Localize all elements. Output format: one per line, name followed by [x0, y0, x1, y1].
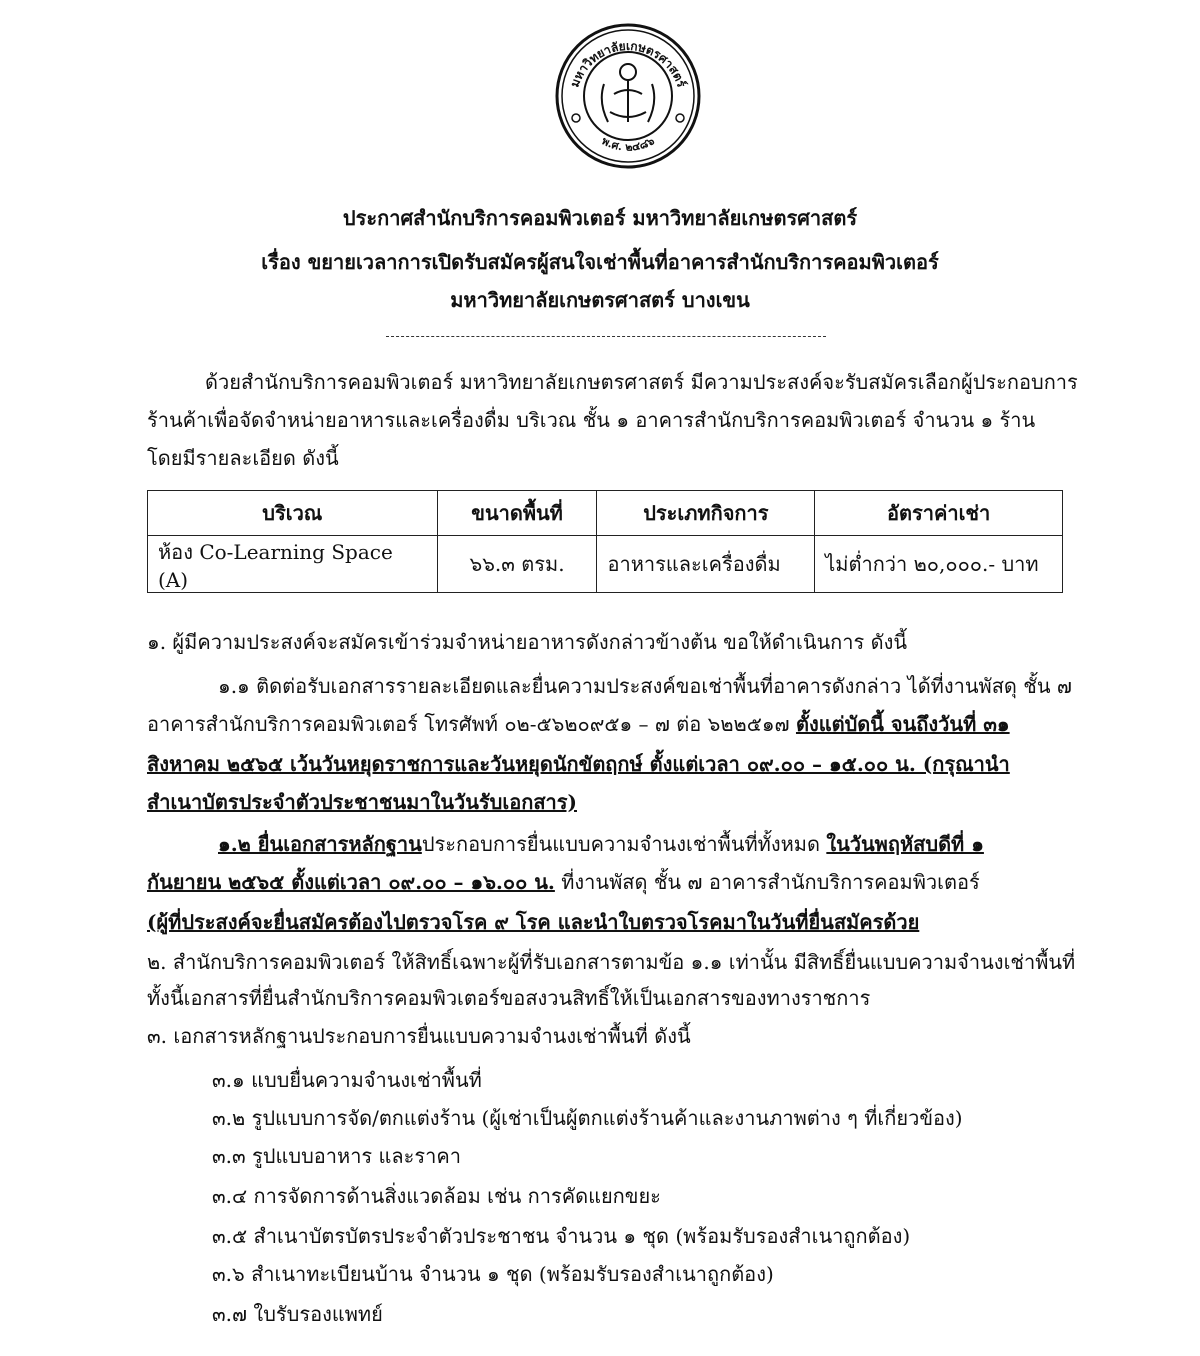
list-item: ๓.๒ รูปแบบการจัด/ตกแต่งร้าน (ผู้เช่าเป็นผู้ตกแต่งร้านค้าและงานภาพต่าง ๆ ที่เกี่ยวข้อง)	[212, 1106, 963, 1130]
header-area: บริเวณ	[148, 491, 438, 536]
svg-text:พ.ศ. ๒๔๘๖	[599, 134, 656, 153]
divider	[386, 336, 826, 337]
item-1-2-lead: ๑.๒ ยื่นเอกสารหลักฐาน	[218, 832, 422, 856]
cell-business-type: อาหารและเครื่องดื่ม	[597, 536, 815, 593]
cell-area: ห้อง Co-Learning Space (A)	[148, 536, 438, 593]
item-1-1-line-4: สำเนาบัตรประจำตัวประชาชนมาในวันรับเอกสาร)	[147, 790, 577, 814]
list-item: ๓.๓ รูปแบบอาหาร และราคา	[212, 1144, 462, 1168]
intro-line-2: ร้านค้าเพื่อจัดจำหน่ายอาหารและเครื่องดื่ม บริเวณ ชั้น ๑ อาคารสำนักบริการคอมพิวเตอร์ จำนวน ๑ ร้าน	[147, 408, 1036, 432]
cell-size: ๖๖.๓ ตรม.	[437, 536, 597, 593]
list-item: ๓.๑ แบบยื่นความจำนงเช่าพื้นที่	[212, 1068, 482, 1092]
cell-rent: ไม่ต่ำกว่า ๒๐,๐๐๐.- บาท	[815, 536, 1063, 593]
seal-year-text: พ.ศ. ๒๔๘๖	[599, 134, 657, 154]
section-2-line-2: ทั้งนี้เอกสารที่ยื่นสำนักบริการคอมพิวเตอร์ขอสงวนสิทธิ์ให้เป็นเอกสารของทางราชการ	[147, 986, 871, 1010]
seal-ring-text: มหาวิทยาลัยเกษตรศาสตร์	[567, 38, 689, 90]
item-1-2-line-1	[218, 830, 984, 858]
item-1-1-line-3: สิงหาคม ๒๕๖๕ เว้นวันหยุดราชการและวันหยุดนักขัตฤกษ์ ตั้งแต่เวลา ๐๙.๐๐ – ๑๕.๐๐ น. (กรุณานำ	[147, 752, 1010, 776]
item-1-2-date: ในวันพฤหัสบดีที่ ๑	[826, 832, 984, 856]
item-1-1-phone-text: อาคารสำนักบริการคอมพิวเตอร์ โทรศัพท์ ๐๒-๕๖๒๐๙๕๑ – ๗ ต่อ ๖๒๒๕๑๗	[147, 712, 796, 736]
section-2-line-1: ๒. สำนักบริการคอมพิวเตอร์ ให้สิทธิ์เฉพาะผู้ที่รับเอกสารตามข้อ ๑.๑ เท่านั้น มีสิทธิ์ยื่นแบบความจำนงเช่าพื้นที่	[147, 950, 1076, 974]
announcement-title: ประกาศสำนักบริการคอมพิวเตอร์ มหาวิทยาลัยเกษตรศาสตร์	[342, 206, 858, 230]
item-1-1-deadline-text: ตั้งแต่บัดนี้ จนถึงวันที่ ๓๑	[795, 712, 1010, 736]
list-item: ๓.๖ สำเนาทะเบียนบ้าน จำนวน ๑ ชุด (พร้อมรับรองสำเนาถูกต้อง)	[212, 1262, 774, 1286]
section-1-title: ๑. ผู้มีความประสงค์จะสมัครเข้าร่วมจำหน่ายอาหารดังกล่าวข้างต้น ขอให้ดำเนินการ ดังนี้	[147, 630, 908, 654]
item-1-2-line-3: (ผู้ที่ประสงค์จะยื่นสมัครต้องไปตรวจโรค ๙ โรค และนำใบตรวจโรคมาในวันที่ยื่นสมัครด้วย	[147, 910, 920, 934]
item-1-2-place: ที่งานพัสดุ ชั้น ๗ อาคารสำนักบริการคอมพิวเตอร์	[554, 870, 980, 894]
header-size: ขนาดพื้นที่	[437, 491, 597, 536]
item-1-1-line-2	[147, 710, 1010, 738]
intro-line-1: ด้วยสำนักบริการคอมพิวเตอร์ มหาวิทยาลัยเกษตรศาสตร์ มีความประสงค์จะรับสมัครเลือกผู้ประกอบการ	[205, 370, 1078, 394]
list-item: ๓.๕ สำเนาบัตรบัตรประจำตัวประชาชน จำนวน ๑ ชุด (พร้อมรับรองสำเนาถูกต้อง)	[212, 1224, 911, 1248]
item-1-2-time: กันยายน ๒๕๖๕ ตั้งแต่เวลา ๐๙.๐๐ – ๑๖.๐๐ น.	[147, 870, 555, 894]
item-1-2-line-2	[147, 868, 980, 896]
header-rent: อัตราค่าเช่า	[815, 491, 1063, 536]
table-row	[148, 536, 1063, 593]
table-header-row	[148, 491, 1063, 536]
header-business-type: ประเภทกิจการ	[597, 491, 815, 536]
list-item: ๓.๗ ใบรับรองแพทย์	[212, 1302, 383, 1326]
announcement-subject: เรื่อง ขยายเวลาการเปิดรับสมัครผู้สนใจเช่าพื้นที่อาคารสำนักบริการคอมพิวเตอร์	[261, 250, 939, 274]
rental-space-table	[147, 490, 1063, 593]
intro-line-3: โดยมีรายละเอียด ดังนี้	[147, 446, 339, 470]
item-1-2-text: ประกอบการยื่นแบบความจำนงเช่าพื้นที่ทั้งหมด	[421, 832, 827, 856]
section-3-title: ๓. เอกสารหลักฐานประกอบการยื่นแบบความจำนงเช่าพื้นที่ ดังนี้	[147, 1024, 691, 1048]
list-item: ๓.๔ การจัดการด้านสิ่งแวดล้อม เช่น การคัดแยกขยะ	[212, 1184, 661, 1208]
announcement-location: มหาวิทยาลัยเกษตรศาสตร์ บางเขน	[450, 288, 750, 312]
item-1-1-line-1: ๑.๑ ติดต่อรับเอกสารรายละเอียดและยื่นความประสงค์ขอเช่าพื้นที่อาคารดังกล่าว ได้ที่งานพัสดุ ชั้น ๗	[218, 674, 1072, 698]
university-seal-icon	[554, 22, 702, 170]
